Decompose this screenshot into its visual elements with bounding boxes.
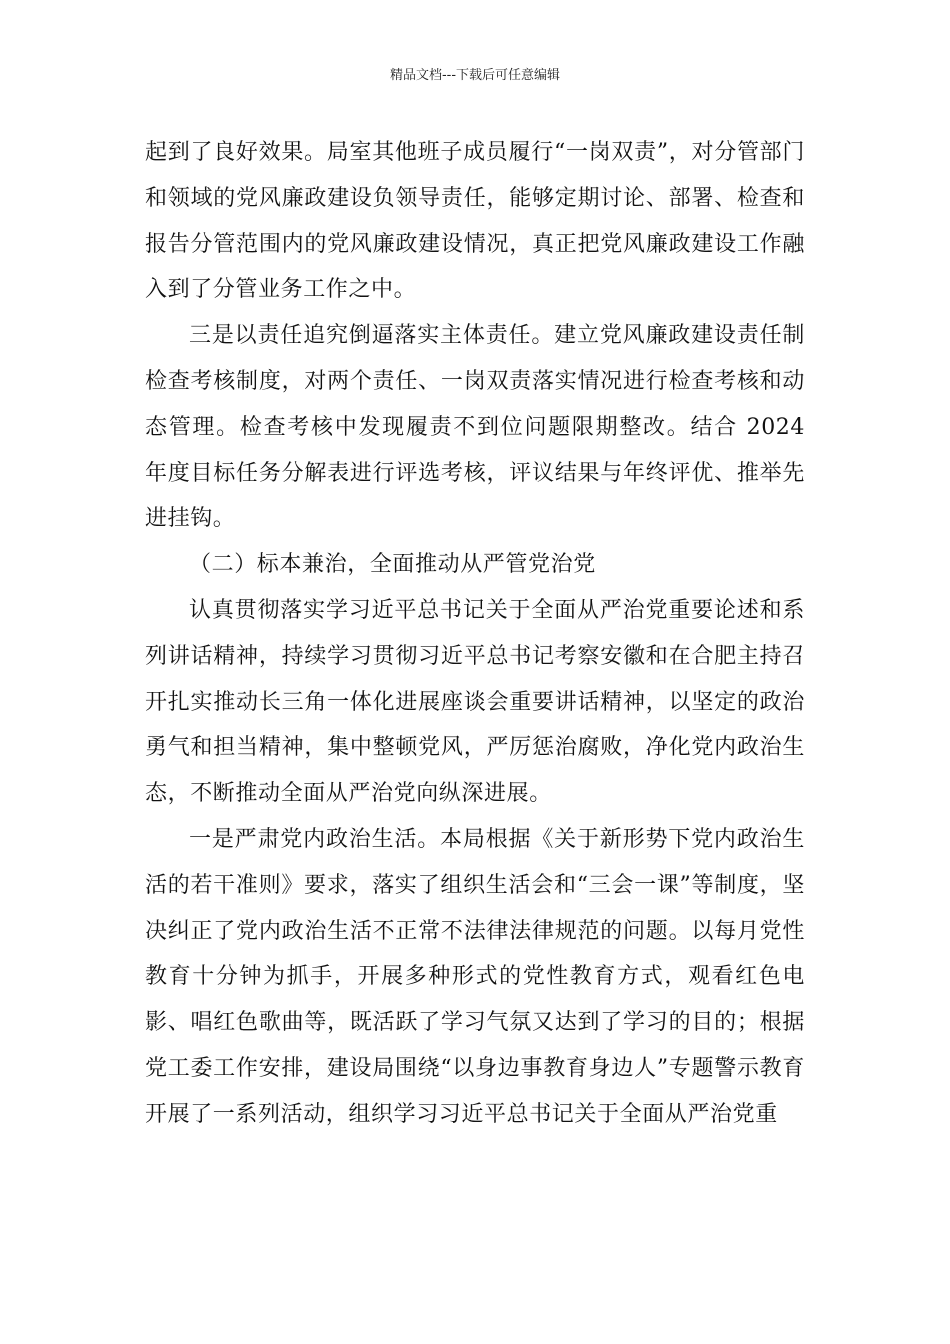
document-body xyxy=(145,130,805,1138)
body-paragraph: 三是以责任追究倒逼落实主体责任。建立党风廉政建设责任制检查考核制度，对两个责任、一岗双责落实情况进行检查考核和动态管理。检查考核中发现履责不到位问题限期整改。结合 2024 年度目标任务分解表进行评选考核，评议结果与年终评优、推举先进挂钩。 xyxy=(145,323,805,532)
body-paragraph: 起到了良好效果。局室其他班子成员履行“一岗双责”，对分管部门和领域的党风廉政建设负领导责任，能够定期讨论、部署、检查和报告分管范围内的党风廉政建设情况，真正把党风廉政建设工作融入到了分管业务工作之中。 xyxy=(145,140,805,303)
page-header: 精品文档---下载后可任意编辑 xyxy=(389,68,561,83)
body-paragraph: 认真贯彻落实学习近平总书记关于全面从严治党重要论述和系列讲话精神，持续学习贯彻习近平总书记考察安徽和在合肥主持召开扎实推动长三角一体化进展座谈会重要讲话精神，以坚定的政治勇气和担当精神，集中整顿党风，严厉惩治腐败，净化党内政治生态，不断推动全面从严治党向纵深进展。 xyxy=(145,597,805,807)
section-heading: （二）标本兼治，全面推动从严管党治党 xyxy=(189,552,596,578)
body-paragraph: 一是严肃党内政治生活。本局根据《关于新形势下党内政治生活的若干准则》要求，落实了组织生活会和“三会一课”等制度，坚决纠正了党内政治生活不正常不法律法律规范的问题。以每月党性教育十分钟为抓手，开展多种形式的党性教育方式，观看红色电影、唱红色歌曲等，既活跃了学习气氛又达到了学习的目的；根据党工委工作安排，建设局围绕“以身边事教育身边人”专题警示教育开展了一系列活动，组织学习习近平总书记关于全面从严治党重 xyxy=(145,826,805,1127)
